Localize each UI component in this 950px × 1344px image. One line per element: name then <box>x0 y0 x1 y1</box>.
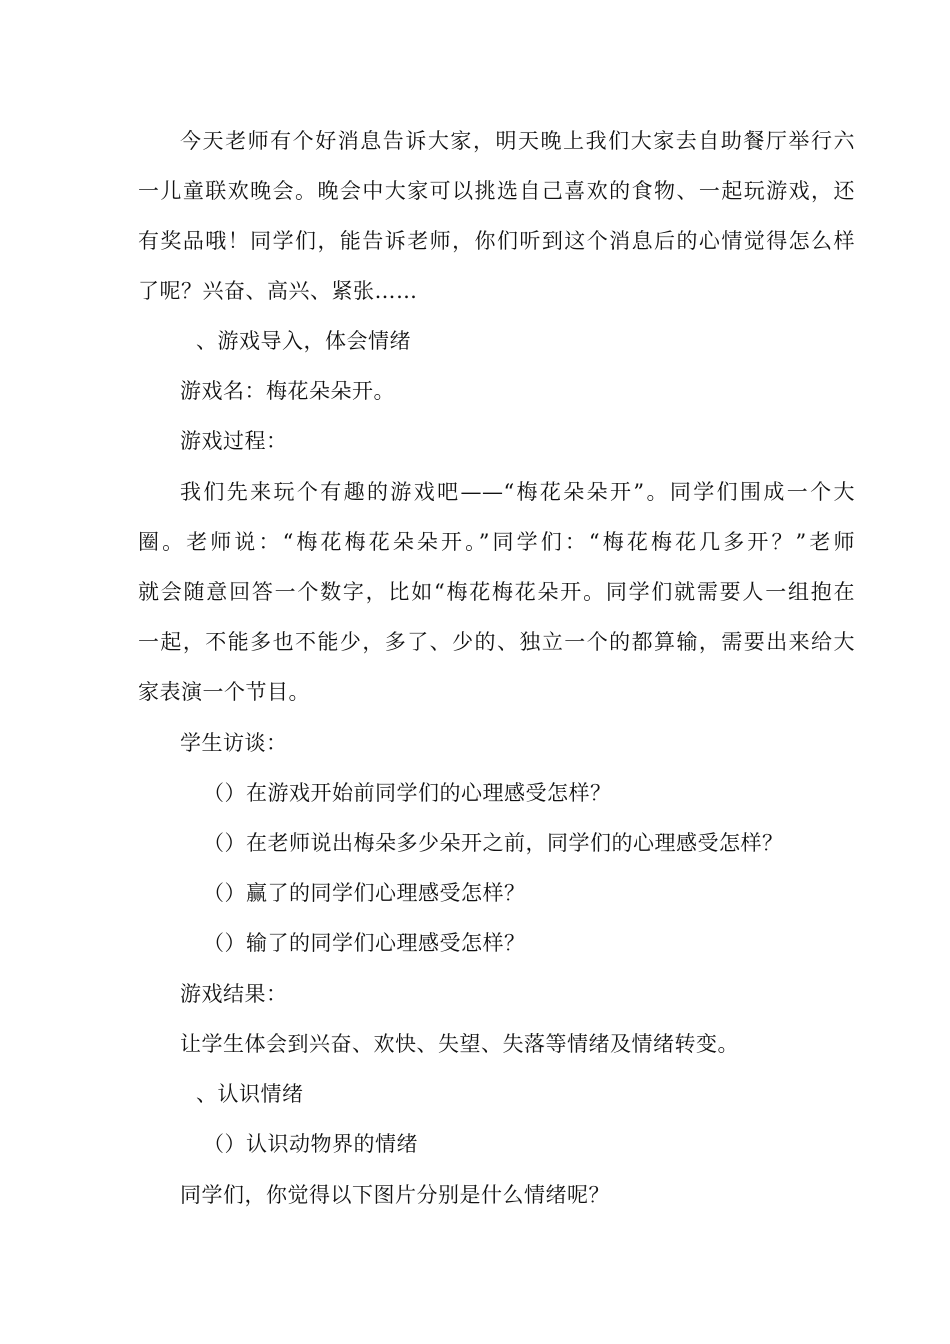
intro-line-2: 一儿童联欢晚会。晚会中大家可以挑选自己喜欢的食物、一起玩游戏，还 <box>138 179 855 203</box>
recognize-prompt: 同学们，你觉得以下图片分别是什么情绪呢？ <box>180 1183 610 1207</box>
question-2: （）在老师说出梅朵多少朵开之前，同学们的心理感受怎样？ <box>203 831 784 855</box>
section-heading-recognize: 、认识情绪 <box>196 1082 304 1106</box>
process-line-3: 就会随意回答一个数字，比如“梅花梅花朵开。同学们就需要人一组抱在 <box>138 580 855 604</box>
process-line-5: 家表演一个节目。 <box>138 680 310 704</box>
recognize-sub-item: （）认识动物界的情绪 <box>203 1132 418 1156</box>
game-result-text: 让学生体会到兴奋、欢快、失望、失落等情绪及情绪转变。 <box>180 1032 739 1056</box>
interview-label: 学生访谈： <box>180 731 288 755</box>
intro-line-4: 了呢？兴奋、高兴、紧张…… <box>138 279 418 303</box>
section-heading-game: 、游戏导入，体会情绪 <box>196 329 411 353</box>
intro-line-3: 有奖品哦！同学们，能告诉老师，你们听到这个消息后的心情觉得怎么样 <box>138 229 855 253</box>
game-result-label: 游戏结果： <box>180 982 288 1006</box>
game-process-label: 游戏过程： <box>180 429 288 453</box>
process-line-2: 圈。老师说：“梅花梅花朵朵开。”同学们：“梅花梅花几多开？”老师 <box>138 530 855 554</box>
process-line-1: 我们先来玩个有趣的游戏吧——“梅花朵朵开”。同学们围成一个大 <box>180 480 855 504</box>
question-3: （）赢了的同学们心理感受怎样？ <box>203 881 526 905</box>
intro-line-1: 今天老师有个好消息告诉大家，明天晚上我们大家去自助餐厅举行六 <box>180 129 855 153</box>
process-line-4: 一起，不能多也不能少，多了、少的、独立一个的都算输，需要出来给大 <box>138 630 855 654</box>
question-1: （）在游戏开始前同学们的心理感受怎样？ <box>203 781 612 805</box>
question-4: （）输了的同学们心理感受怎样？ <box>203 931 526 955</box>
game-name: 游戏名：梅花朵朵开。 <box>180 379 395 403</box>
